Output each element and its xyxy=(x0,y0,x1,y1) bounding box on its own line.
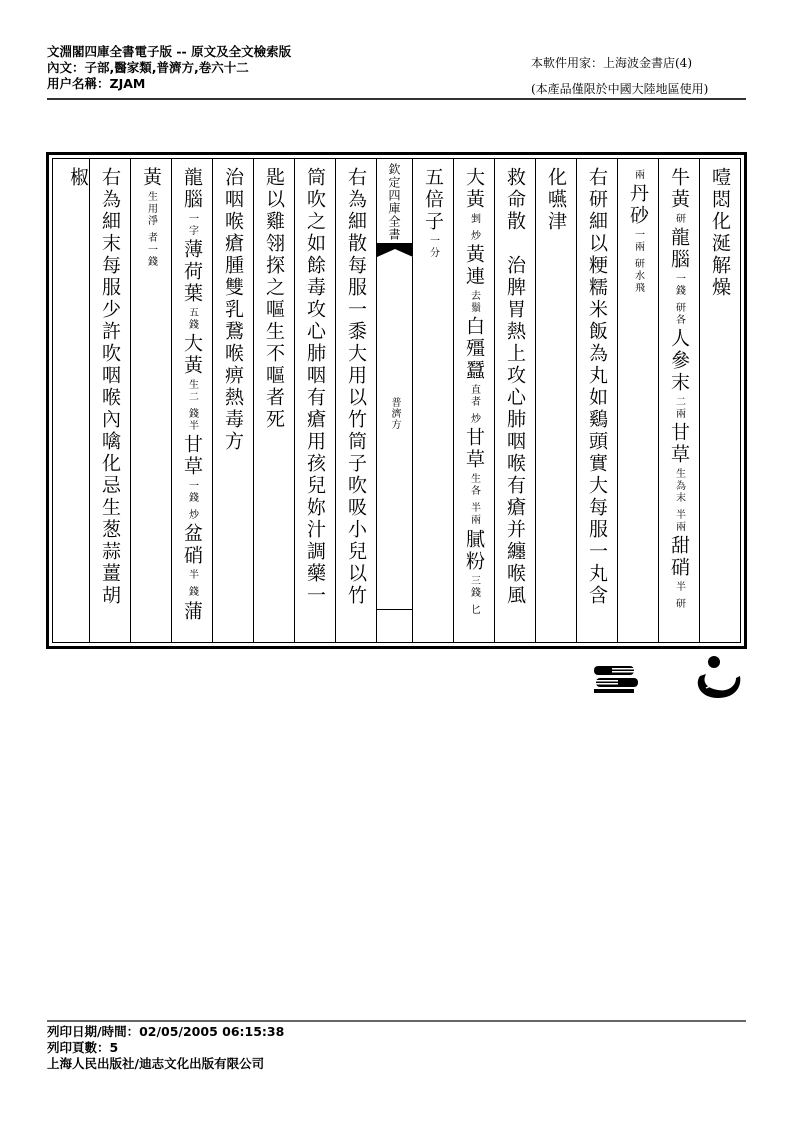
text-column xyxy=(89,159,130,642)
annotation-note: 二兩 xyxy=(673,396,685,421)
column-text: 甜硝 xyxy=(668,535,690,580)
text-column xyxy=(67,159,89,642)
publisher-logo-books-icon xyxy=(592,662,642,702)
text-column xyxy=(253,159,294,642)
annotation-note: 兩 xyxy=(632,169,644,181)
column-text: 龍腦 xyxy=(668,227,690,271)
page-frame xyxy=(46,152,747,649)
collection-title: 欽定四庫全書 xyxy=(387,163,401,241)
column-text: 右為細散每服一黍大用以竹筒子吹吸小兒以竹 xyxy=(345,167,367,607)
column-text: 蒲 xyxy=(181,600,203,623)
footer xyxy=(47,1024,284,1072)
text-column xyxy=(617,159,658,642)
column-text: 膩粉 xyxy=(463,528,485,573)
annotation-note: 生各 半兩 xyxy=(468,473,480,527)
header-right xyxy=(531,50,746,102)
content-path: 內文：子部,醫家類,普濟方,卷六十二 xyxy=(47,60,249,75)
column-text: 黃 xyxy=(140,167,162,189)
annotation-note: 去鬚 xyxy=(468,290,480,315)
text-column xyxy=(171,159,212,642)
column-text: 白殭蠶 xyxy=(463,316,485,383)
annotation-note: 一兩 研水飛 xyxy=(632,229,644,295)
header-divider xyxy=(47,98,746,100)
column-text: 大黃 xyxy=(463,167,485,211)
text-columns xyxy=(52,158,741,643)
annotation-note: 剉 炒 xyxy=(468,213,480,243)
column-text: 化嚥津 xyxy=(545,167,567,233)
text-column xyxy=(658,159,699,642)
text-column xyxy=(335,159,376,642)
text-column xyxy=(576,159,617,642)
column-text: 盆硝 xyxy=(181,523,203,568)
annotation-note: 半 研 xyxy=(673,581,685,611)
annotation-note: 生二 錢半 xyxy=(186,379,198,433)
column-text: 薄荷葉 xyxy=(181,239,203,305)
book-title: 普濟方 xyxy=(389,397,400,430)
center-divider xyxy=(377,609,412,610)
column-text: 人參末 xyxy=(668,328,690,395)
column-text: 治咽喉瘡腫雙乳鵞喉痹熱毒方 xyxy=(222,167,244,453)
licensee: 本軟件用家：上海波金書店(4) xyxy=(531,56,692,70)
header-left xyxy=(47,44,291,92)
fish-tail-mark xyxy=(377,243,412,257)
annotation-note: 一分 xyxy=(427,235,439,259)
print-pages: 列印頁數：5 xyxy=(47,1040,119,1055)
annotation-note: 生用淨 者一錢 xyxy=(145,191,157,269)
annotation-note: 半 錢 xyxy=(186,569,198,599)
column-text: 救命散 治脾胃熱上攻心肺咽喉有瘡并纏喉風 xyxy=(504,167,526,607)
annotation-note: 直者 炒 xyxy=(468,384,480,426)
column-text: 甘草 xyxy=(668,422,690,467)
column-text: 甘草 xyxy=(181,434,203,479)
annotation-note: 一錢 炒 xyxy=(186,480,198,522)
text-column xyxy=(130,159,171,642)
column-text: 龍腦 xyxy=(181,167,203,211)
column-text: 筒吹之如餘毒攻心肺咽有瘡用孩兒妳汁調藥一 xyxy=(304,167,326,607)
user-name: 用户名稱：ZJAM xyxy=(47,76,146,91)
annotation-note: 一字 xyxy=(186,213,198,237)
publisher-logo-brush-icon xyxy=(686,654,746,708)
footer-divider xyxy=(47,1020,746,1022)
text-column xyxy=(212,159,253,642)
text-column xyxy=(453,159,494,642)
column-text: 牛黃 xyxy=(668,167,690,211)
text-column xyxy=(699,159,740,642)
region-restriction: (本產品僅限於中國大陸地區使用) xyxy=(531,82,709,96)
publisher-credit: 上海人民出版社/迪志文化出版有限公司 xyxy=(47,1056,265,1071)
annotation-note: 研 xyxy=(673,213,685,225)
annotation-note: 一錢 研各 xyxy=(673,273,685,327)
column-text: 噎悶化涎解燥 xyxy=(709,167,731,299)
annotation-note: 五錢 xyxy=(186,307,198,331)
column-text: 右研細以粳糯米飯為丸如鷄頭實大每服一丸含 xyxy=(586,167,608,607)
column-text: 右為細末每服少許吹咽喉內噙化忌生葱蒜薑胡 xyxy=(99,167,121,607)
annotation-note: 生為末 半兩 xyxy=(673,468,685,534)
app-title: 文淵閣四庫全書電子版 -- 原文及全文檢索版 xyxy=(47,44,292,59)
column-text: 丹砂 xyxy=(627,183,649,227)
column-text: 黃連 xyxy=(463,244,485,289)
text-column xyxy=(494,159,535,642)
print-datetime: 列印日期/時間：02/05/2005 06:15:38 xyxy=(47,1024,285,1039)
text-column xyxy=(535,159,576,642)
column-text: 大黃 xyxy=(181,333,203,377)
column-text: 五倍子 xyxy=(422,167,444,233)
center-fold-column xyxy=(376,159,412,642)
text-column xyxy=(294,159,335,642)
column-text: 椒 xyxy=(67,167,89,189)
text-column xyxy=(412,159,453,642)
column-text: 甘草 xyxy=(463,427,485,472)
annotation-note: 三錢 匕 xyxy=(468,574,480,616)
column-text: 匙以雞翎探之嘔生不嘔者死 xyxy=(263,167,285,431)
